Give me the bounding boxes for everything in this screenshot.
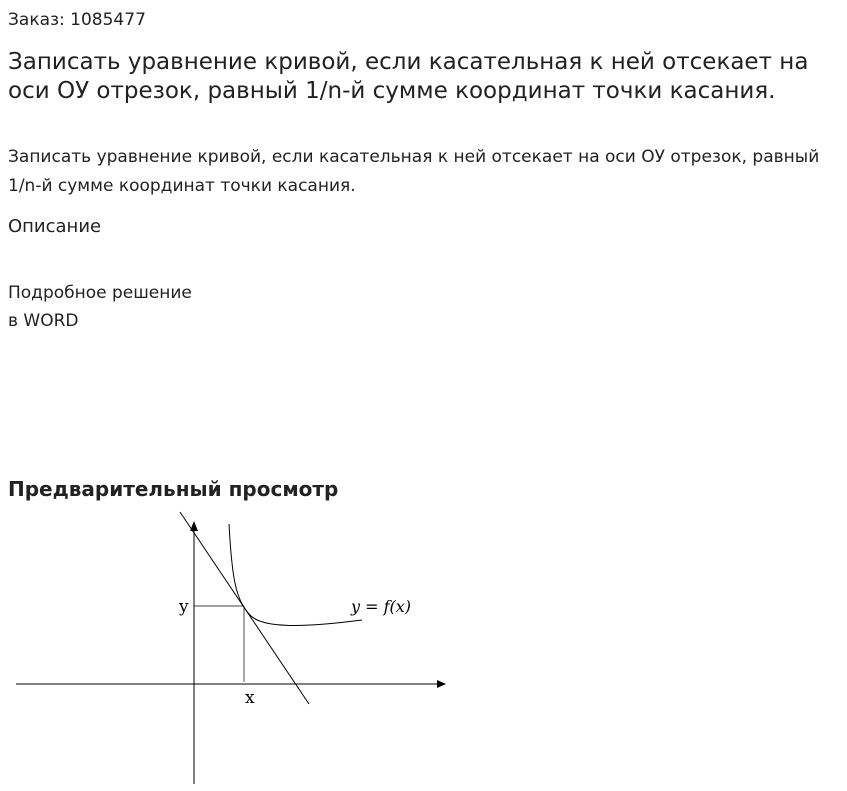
page-title: Записать уравнение кривой, если касательная к ней отсекает на оси ОУ отрезок, равный 1/n-й сумме координат точки касания. bbox=[8, 49, 809, 104]
description-text bbox=[8, 279, 192, 335]
x-axis-arrow bbox=[437, 680, 446, 688]
problem-statement: Записать уравнение кривой, если касательная к ней отсекает на оси ОУ отрезок, равный 1/n-й сумме координат точки касания. bbox=[8, 147, 820, 196]
curve-label: y = f(x) bbox=[351, 597, 412, 616]
preview-heading: Предварительный просмотр bbox=[8, 477, 339, 501]
y-axis-arrow bbox=[190, 521, 198, 531]
order-number: Заказ: 1085477 bbox=[8, 10, 146, 30]
description-label: Описание bbox=[8, 216, 102, 237]
description-line-1: Подробное решение bbox=[8, 283, 192, 303]
x-point-label: x bbox=[245, 688, 255, 708]
description-line-2: в WORD bbox=[8, 311, 79, 331]
preview-figure bbox=[0, 505, 470, 791]
y-point-label: y bbox=[179, 597, 189, 617]
curve bbox=[229, 524, 362, 625]
